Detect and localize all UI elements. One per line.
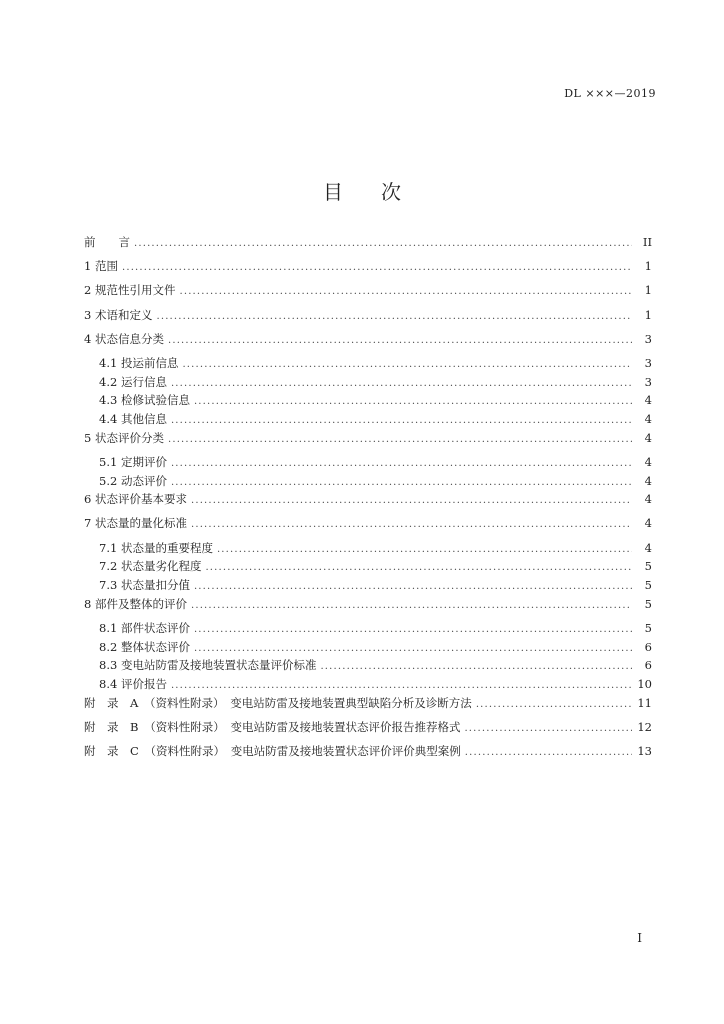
toc-leader-dots (182, 359, 632, 370)
page-number: I (637, 931, 642, 945)
toc-entry[interactable] (84, 639, 652, 658)
toc-entry[interactable] (84, 657, 652, 676)
toc-leader-dots (168, 434, 632, 445)
toc-entry-label: 4.4 其他信息 (99, 412, 167, 426)
toc-entry-page: 4 (644, 473, 652, 488)
toc-entry[interactable] (84, 719, 652, 743)
toc-leader-dots (194, 624, 632, 635)
toc-leader-dots (194, 643, 632, 654)
toc-entry-page: 4 (644, 412, 652, 426)
toc-entry[interactable] (84, 411, 652, 430)
toc-entry-label: 5.2 动态评价 (99, 473, 167, 488)
toc-entry-page: 3 (644, 374, 652, 389)
toc-entry[interactable] (84, 331, 652, 355)
toc-entry-label: 4.3 检修试验信息 (99, 393, 190, 408)
toc-entry-page: 5 (644, 578, 652, 592)
toc-entry-page: 5 (644, 559, 652, 574)
toc-leader-dots (465, 747, 632, 758)
toc-leader-dots (134, 238, 632, 249)
toc-leader-dots (156, 311, 632, 322)
toc-entry[interactable] (84, 282, 652, 306)
toc-entry-label: 6 状态评价基本要求 (84, 492, 187, 507)
toc-entry-page: 6 (644, 639, 652, 654)
toc-entry[interactable] (84, 307, 652, 331)
toc-leader-dots (171, 680, 632, 691)
toc-entry[interactable] (84, 743, 652, 767)
toc-entry-label: 7.1 状态量的重要程度 (99, 540, 213, 555)
toc-leader-dots (320, 661, 632, 672)
toc-leader-dots (171, 415, 632, 426)
toc-leader-dots (205, 562, 632, 573)
toc-entry-page: 4 (644, 430, 652, 445)
toc-leader-dots (171, 378, 632, 389)
toc-entry-page: 5 (644, 596, 652, 611)
toc-entry[interactable] (84, 596, 652, 620)
toc-entry[interactable] (84, 676, 652, 695)
toc-entry[interactable] (84, 258, 652, 282)
toc-entry-label: 7 状态量的量化标准 (84, 516, 187, 531)
toc-entry-page: 4 (644, 492, 652, 507)
toc-entry[interactable] (84, 473, 652, 492)
toc-entry[interactable] (84, 392, 652, 411)
toc-entry-label: 8.4 评价报告 (99, 676, 167, 691)
toc-entry-label: 1 范围 (84, 259, 118, 274)
toc-entry-label: 前 言 (84, 235, 130, 249)
toc-entry-page: 11 (637, 695, 652, 710)
toc-leader-dots (191, 495, 632, 506)
toc-leader-dots (194, 396, 632, 407)
toc-entry-label: 8.1 部件状态评价 (99, 620, 190, 635)
toc-entry-page: 6 (644, 658, 652, 673)
toc-entry-page: 4 (644, 540, 652, 555)
toc-entry-label: 8 部件及整体的评价 (84, 596, 187, 611)
toc-entry-page: II (642, 235, 652, 249)
toc-entry-label: 7.3 状态量扣分值 (99, 578, 190, 592)
table-of-contents (84, 234, 652, 767)
toc-entry-label: 附 录 A （资料性附录） 变电站防雷及接地装置典型缺陷分析及诊断方法 (84, 695, 472, 710)
toc-leader-dots (191, 600, 632, 611)
toc-leader-dots (171, 458, 632, 469)
toc-entry-label: 5 状态评价分类 (84, 430, 164, 445)
toc-leader-dots (191, 519, 632, 530)
toc-entry[interactable] (84, 540, 652, 559)
toc-entry[interactable] (84, 558, 652, 577)
toc-leader-dots (171, 477, 632, 488)
toc-entry-label: 2 规范性引用文件 (84, 283, 176, 298)
toc-leader-dots (476, 699, 632, 710)
toc-entry-page: 3 (644, 331, 652, 346)
toc-entry-label: 4.2 运行信息 (99, 374, 167, 389)
toc-leader-dots (217, 544, 632, 555)
toc-entry-label: 4 状态信息分类 (84, 331, 164, 346)
toc-entry-page: 5 (644, 620, 652, 635)
toc-entry-page: 3 (644, 355, 652, 370)
toc-entry-label: 8.3 变电站防雷及接地装置状态量评价标准 (99, 658, 317, 673)
toc-leader-dots (122, 262, 632, 273)
toc-leader-dots (168, 335, 632, 346)
toc-entry-label: 7.2 状态量劣化程度 (99, 559, 202, 574)
toc-entry-page: 10 (637, 676, 652, 691)
toc-entry-label: 5.1 定期评价 (99, 454, 167, 469)
toc-entry[interactable] (84, 577, 652, 596)
toc-entry-label: 4.1 投运前信息 (99, 355, 179, 370)
toc-entry-page: 1 (644, 307, 652, 322)
toc-entry-label: 附 录 C （资料性附录） 变电站防雷及接地装置状态评价评价典型案例 (84, 744, 461, 758)
toc-entry[interactable] (84, 374, 652, 393)
toc-entry[interactable] (84, 515, 652, 539)
toc-entry-label: 3 术语和定义 (84, 307, 153, 322)
toc-entry-page: 4 (644, 516, 652, 531)
toc-entry-label: 附 录 B （资料性附录） 变电站防雷及接地装置状态评价报告推荐格式 (84, 719, 461, 734)
document-code: DL ×××—2019 (564, 87, 656, 100)
toc-leader-dots (194, 581, 632, 592)
toc-leader-dots (179, 286, 632, 297)
toc-entry-label: 8.2 整体状态评价 (99, 639, 190, 654)
toc-leader-dots (464, 723, 632, 734)
toc-entry[interactable] (84, 695, 652, 719)
toc-entry[interactable] (84, 430, 652, 454)
toc-entry-page: 1 (644, 259, 652, 274)
toc-entry[interactable] (84, 234, 652, 258)
toc-entry-page: 12 (637, 719, 652, 734)
toc-entry-page: 13 (637, 744, 652, 758)
page-title: 目次 (323, 180, 439, 204)
toc-entry[interactable] (84, 491, 652, 515)
toc-entry[interactable] (84, 620, 652, 639)
toc-entry[interactable] (84, 454, 652, 473)
toc-entry-page: 4 (644, 454, 652, 469)
toc-entry-page: 1 (644, 283, 652, 298)
toc-entry[interactable] (84, 355, 652, 374)
toc-entry-page: 4 (644, 393, 652, 408)
